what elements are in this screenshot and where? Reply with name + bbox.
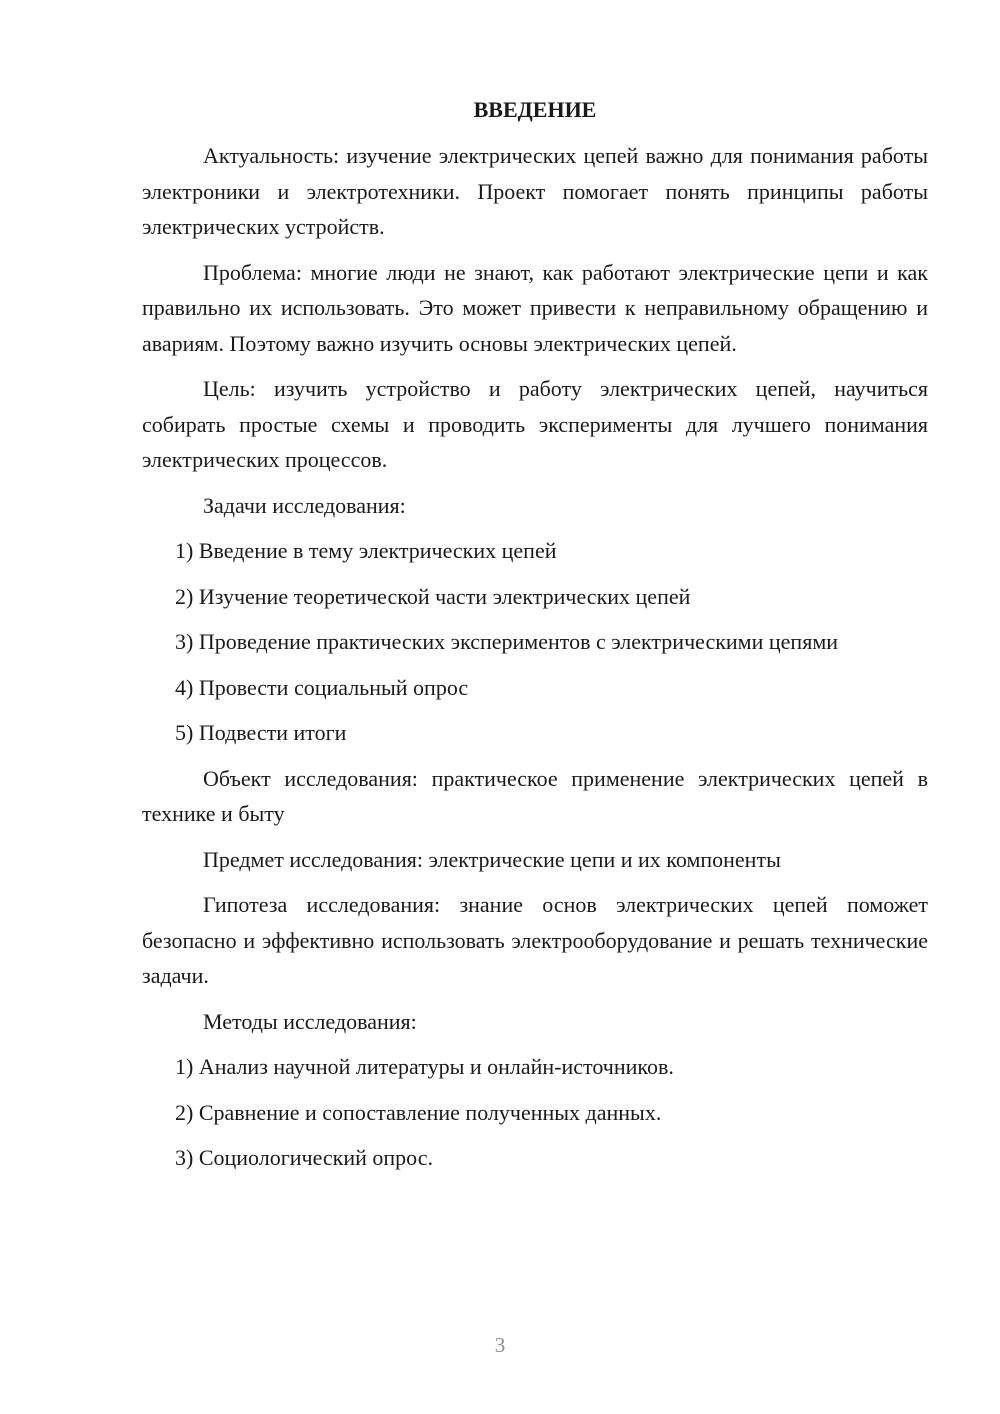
paragraph-hypothesis: Гипотеза исследования: знание основ электрических цепей поможет безопасно и эффективно использовать электрооборудование и решать технические задачи. xyxy=(142,892,928,988)
paragraph-relevance: Актуальность: изучение электрических цепей важно для понимания работы электроники и электротехники. Проект помогает понять принципы работы электрических устройств. xyxy=(142,143,928,239)
method-item-3: 3) Социологический опрос. xyxy=(175,1145,433,1170)
tasks-heading: Задачи исследования: xyxy=(203,492,406,518)
method-item-1: 1) Анализ научной литературы и онлайн-источников. xyxy=(175,1054,674,1079)
paragraph-goal: Цель: изучить устройство и работу электрических цепей, научиться собирать простые схемы и проводить эксперименты для лучшего понимания электрических процессов. xyxy=(142,376,928,472)
paragraph-object: Объект исследования: практическое применение электрических цепей в технике и быту xyxy=(142,765,928,826)
task-item-4: 4) Провести социальный опрос xyxy=(175,674,469,700)
task-item-3: 3) Проведение практических экспериментов с электрическими цепями xyxy=(175,629,839,654)
paragraph-problem: Проблема: многие люди не знают, как работают электрические цепи и как правильно их использовать. Это может привести к неправильному обращению и авариям. Поэтому важно изучить основы электрических цепей. xyxy=(142,259,928,356)
page-number: 3 xyxy=(494,1333,506,1357)
page-title: ВВЕДЕНИЕ xyxy=(473,97,597,122)
task-item-2: 2) Изучение теоретической части электрических цепей xyxy=(175,583,691,609)
task-item-1: 1) Введение в тему электрических цепей xyxy=(175,538,557,563)
paragraph-subject: Предмет исследования: электрические цепи и их компоненты xyxy=(203,846,781,872)
methods-heading: Методы исследования: xyxy=(203,1008,417,1034)
method-item-2: 2) Сравнение и сопоставление полученных данных. xyxy=(175,1099,662,1125)
task-item-5: 5) Подвести итоги xyxy=(175,720,347,745)
document-page xyxy=(142,92,928,1176)
